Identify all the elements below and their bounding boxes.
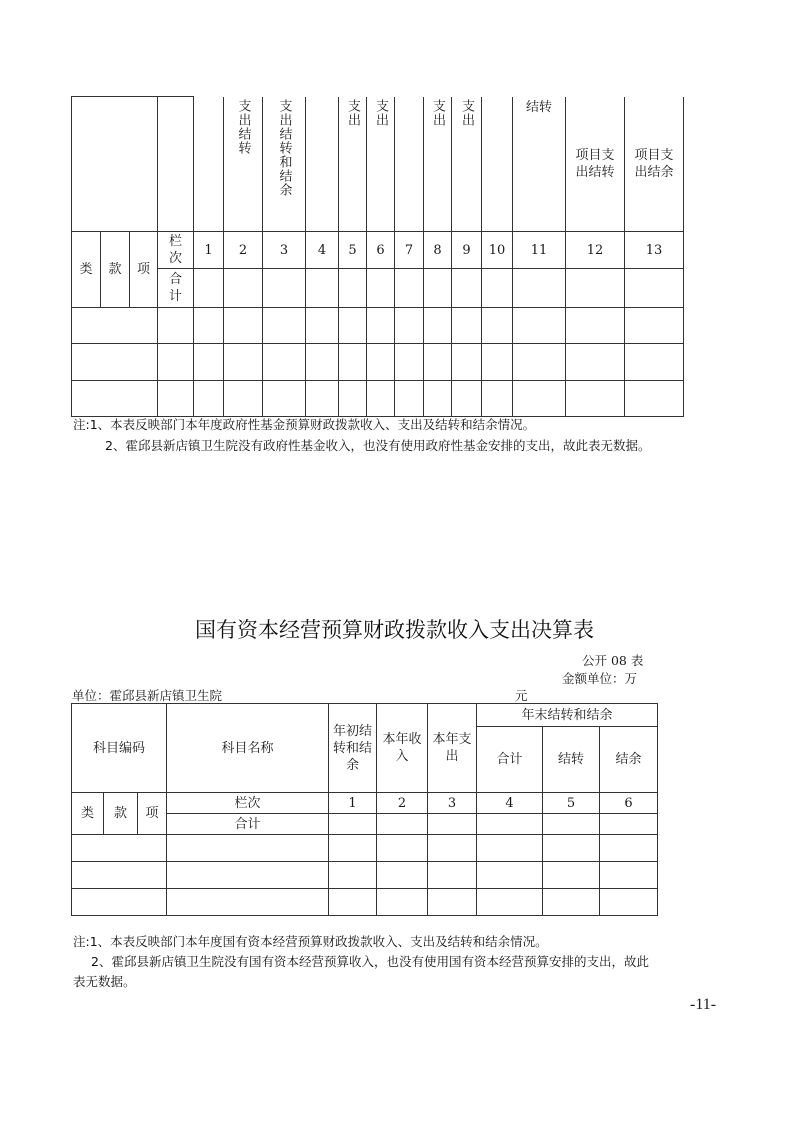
table1-cell (566, 269, 625, 308)
table1-cell (194, 308, 224, 344)
table2-xiang-cell: 项 (138, 793, 167, 835)
table1-cell (424, 308, 452, 344)
table1-header-row (72, 97, 684, 232)
table1-xiang-cell: 项 (130, 232, 158, 308)
government-fund-table (71, 96, 684, 417)
table1-cell (625, 308, 684, 344)
table2-cell (428, 814, 477, 835)
table1-data-row (72, 381, 684, 417)
table1-colnum: 1 (194, 232, 224, 269)
table1-header-col10 (482, 97, 513, 232)
table1-colnum: 3 (263, 232, 306, 269)
table2-cell (329, 835, 377, 862)
table1-cell (367, 381, 395, 417)
table1-header-col11: 结转 (513, 97, 566, 232)
table1-cell (224, 344, 263, 381)
table1-cell (452, 381, 482, 417)
table1-cell (72, 381, 158, 417)
table1-cell (263, 308, 306, 344)
table1-cell (224, 269, 263, 308)
table2-cell (377, 835, 428, 862)
table2-cell (428, 835, 477, 862)
table2-cell (543, 862, 600, 889)
table2-cell (377, 889, 428, 916)
table1-cell (339, 381, 367, 417)
table2-expense-header: 本年支出 (428, 704, 477, 793)
table2-data-row (72, 862, 658, 889)
table2-cell (72, 835, 167, 862)
table1-colnum: 12 (566, 232, 625, 269)
table1-colnum: 5 (339, 232, 367, 269)
table1-colnum: 2 (224, 232, 263, 269)
table2-colnum: 5 (543, 793, 600, 814)
page-number: -11- (690, 996, 717, 1013)
table2-name-header: 科目名称 (167, 704, 329, 793)
table1-cell (306, 269, 339, 308)
table2-code-header: 科目编码 (72, 704, 167, 793)
table1-cell (194, 344, 224, 381)
table1-cell (482, 308, 513, 344)
table1-header-col6: 支出 (367, 97, 395, 232)
table1-colnum: 9 (452, 232, 482, 269)
table2-cell (428, 889, 477, 916)
note2-line1: 注:1、本表反映部门本年度国有资本经营预算财政拨款收入、支出及结转和结余情况。 (73, 934, 548, 949)
table2-cell (377, 814, 428, 835)
organization-label: 单位：霍邱县新店镇卫生院 (72, 688, 223, 703)
table1-header-code-cell (72, 97, 158, 232)
table1-cell (263, 381, 306, 417)
table2-colnum: 4 (477, 793, 543, 814)
table1-lanci-label: 栏次 (158, 232, 194, 269)
table2-income-header: 本年收入 (377, 704, 428, 793)
note2-line2b: 表无数据。 (73, 974, 136, 989)
table2-cell (167, 889, 329, 916)
table2-colnum: 3 (428, 793, 477, 814)
form-number: 公开 08 表 (582, 653, 644, 668)
table1-cell (625, 269, 684, 308)
table1-cell (367, 308, 395, 344)
table2-cell (543, 889, 600, 916)
table1-cell (395, 269, 424, 308)
table1-header-col7 (395, 97, 424, 232)
table1-cell (158, 381, 194, 417)
table1-cell (513, 269, 566, 308)
table1-header-col3: 支出结转和结余 (263, 97, 306, 232)
note2-line2a: 2、霍邱县新店镇卫生院没有国有资本经营预算收入，也没有使用国有资本经营预算安排的支出，故此 (91, 954, 649, 969)
table2-cell (600, 814, 658, 835)
table1-cell (513, 381, 566, 417)
table2-colnum: 2 (377, 793, 428, 814)
table1-header-col9: 支出 (452, 97, 482, 232)
table1-cell (566, 381, 625, 417)
table1-cell (339, 269, 367, 308)
note1-line2: 2、霍邱县新店镇卫生院没有政府性基金收入，也没有使用政府性基金安排的支出，故此表无数据。 (105, 438, 651, 453)
table2-header-row-1 (72, 704, 658, 727)
table2-cell (600, 889, 658, 916)
table2-cell (377, 862, 428, 889)
table1-cell (566, 344, 625, 381)
table1-cell (367, 269, 395, 308)
table1-header-col13: 项目支出结余 (625, 97, 684, 232)
table2-cell (329, 889, 377, 916)
table2-cell (543, 835, 600, 862)
state-capital-table (71, 703, 658, 916)
table1-cell (158, 344, 194, 381)
table2-kuan-cell: 款 (104, 793, 138, 835)
table1-colnum: 11 (513, 232, 566, 269)
table1-cell (367, 344, 395, 381)
table1-cell (158, 308, 194, 344)
table1-colnum: 8 (424, 232, 452, 269)
table2-data-row (72, 835, 658, 862)
table2-cell (428, 862, 477, 889)
table1-cell (263, 269, 306, 308)
table1-kuan-cell: 款 (101, 232, 130, 308)
table2-lei-cell: 类 (72, 793, 104, 835)
table1-cell (424, 344, 452, 381)
table1-header-name-cell (158, 97, 194, 232)
table2-cell (72, 862, 167, 889)
table1-cell (513, 344, 566, 381)
table1-cell (482, 269, 513, 308)
table2-cell (167, 835, 329, 862)
table1-cell (625, 381, 684, 417)
page-title: 国有资本经营预算财政拨款收入支出决算表 (195, 618, 594, 642)
table2-cell (329, 862, 377, 889)
table1-cell (306, 308, 339, 344)
table2-cell (477, 814, 543, 835)
table1-heji-label: 合计 (158, 269, 194, 308)
table1-cell (395, 344, 424, 381)
table2-colnum: 1 (329, 793, 377, 814)
table1-header-col2: 支出结转 (224, 97, 263, 232)
table1-lanci-row (72, 232, 684, 269)
table2-total-header: 合计 (477, 727, 543, 793)
table1-cell (72, 308, 158, 344)
table2-cell (600, 835, 658, 862)
table1-cell (339, 308, 367, 344)
table1-colnum: 10 (482, 232, 513, 269)
table2-carry-header: 结转 (543, 727, 600, 793)
table1-data-row (72, 308, 684, 344)
table1-cell (263, 344, 306, 381)
amount-unit-label: 金额单位：万 (562, 671, 638, 686)
table1-cell (424, 381, 452, 417)
table1-cell (339, 344, 367, 381)
table1-cell (224, 308, 263, 344)
table2-cell (543, 814, 600, 835)
table2-cell (329, 814, 377, 835)
table1-heji-row (72, 269, 684, 308)
table1-colnum: 6 (367, 232, 395, 269)
table2-lanci-label: 栏次 (167, 793, 329, 814)
table1-cell (306, 381, 339, 417)
table1-cell (194, 381, 224, 417)
table1-cell (513, 308, 566, 344)
table2-cell (477, 889, 543, 916)
table2-yearend-group-header: 年末结转和结余 (477, 704, 658, 727)
table1-colnum: 7 (395, 232, 424, 269)
table2-cell (600, 862, 658, 889)
table2-heji-label: 合计 (167, 814, 329, 835)
table1-cell (482, 344, 513, 381)
table1-cell (395, 308, 424, 344)
table2-surplus-header: 结余 (600, 727, 658, 793)
table1-header-col5: 支出 (339, 97, 367, 232)
table1-cell (452, 269, 482, 308)
table1-cell (452, 344, 482, 381)
table2-cell (167, 862, 329, 889)
table2-data-row (72, 889, 658, 916)
table2-cell (477, 862, 543, 889)
table1-cell (482, 381, 513, 417)
table1-cell (72, 344, 158, 381)
table1-header-col4 (306, 97, 339, 232)
table2-cell (72, 889, 167, 916)
table1-cell (625, 344, 684, 381)
table2-lanci-row (72, 793, 658, 814)
table1-cell (424, 269, 452, 308)
table1-lei-cell: 类 (72, 232, 101, 308)
table1-cell (224, 381, 263, 417)
table2-cell (477, 835, 543, 862)
table1-cell (395, 381, 424, 417)
table1-cell (566, 308, 625, 344)
table1-data-row (72, 344, 684, 381)
note1-line1: 注:1、本表反映部门本年度政府性基金预算财政拨款收入、支出及结转和结余情况。 (73, 417, 536, 432)
amount-unit-suffix: 元 (515, 688, 528, 703)
table1-colnum: 4 (306, 232, 339, 269)
table1-cell (452, 308, 482, 344)
table1-colnum: 13 (625, 232, 684, 269)
table2-colnum: 6 (600, 793, 658, 814)
table1-header-col8: 支出 (424, 97, 452, 232)
table1-cell (306, 344, 339, 381)
table2-begin-header: 年初结转和结余 (329, 704, 377, 793)
table1-cell (194, 269, 224, 308)
table1-header-col12: 项目支出结转 (566, 97, 625, 232)
table1-header-col1 (194, 97, 224, 232)
